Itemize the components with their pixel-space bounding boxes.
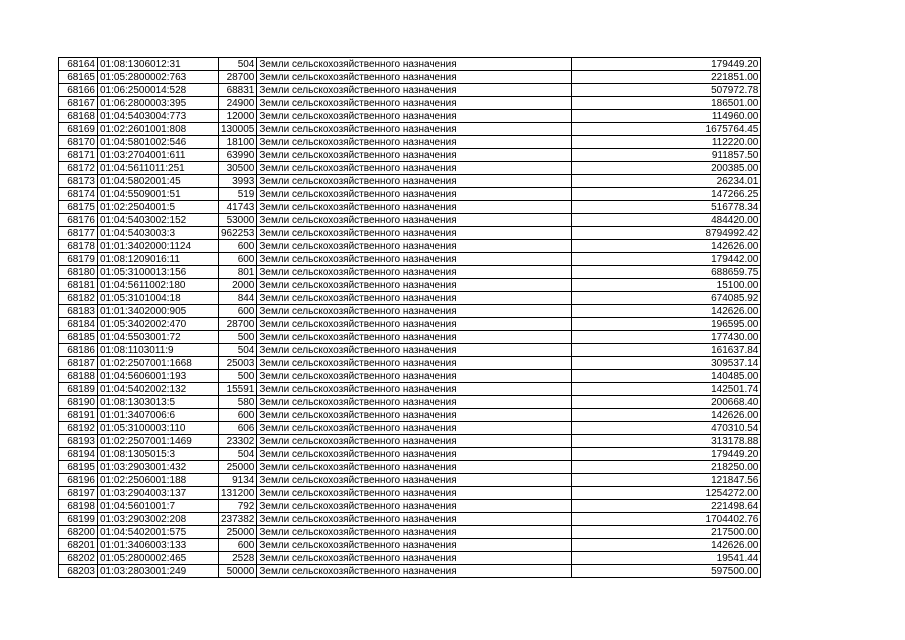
cadastral-value-cell: 179449.20: [572, 448, 761, 461]
land-category-cell: Земли сельскохозяйственного назначения: [257, 435, 572, 448]
area-cell: 9134: [219, 474, 257, 487]
cadastral-value-cell: 597500.00: [572, 565, 761, 578]
table-row: [59, 123, 761, 136]
table-row: [59, 370, 761, 383]
area-cell: 25000: [219, 526, 257, 539]
registry-table-body: [59, 58, 761, 578]
row-number-cell: 68178: [59, 240, 98, 253]
row-number-cell: 68181: [59, 279, 98, 292]
row-number-cell: 68191: [59, 409, 98, 422]
land-category-cell: Земли сельскохозяйственного назначения: [257, 84, 572, 97]
cadastral-value-cell: 147266.25: [572, 188, 761, 201]
cadastral-value-cell: 112220.00: [572, 136, 761, 149]
table-row: [59, 188, 761, 201]
land-registry-table: [58, 57, 761, 578]
land-category-cell: Земли сельскохозяйственного назначения: [257, 487, 572, 500]
cadastral-value-cell: 313178.88: [572, 435, 761, 448]
cadastral-value-cell: 507972.78: [572, 84, 761, 97]
cadastral-value-cell: 470310.54: [572, 422, 761, 435]
row-number-cell: 68166: [59, 84, 98, 97]
row-number-cell: 68192: [59, 422, 98, 435]
row-number-cell: 68198: [59, 500, 98, 513]
table-row: [59, 318, 761, 331]
land-category-cell: Земли сельскохозяйственного назначения: [257, 344, 572, 357]
area-cell: 504: [219, 344, 257, 357]
cadastral-value-cell: 688659.75: [572, 266, 761, 279]
cadastral-value-cell: 186501.00: [572, 97, 761, 110]
cadastral-value-cell: 196595.00: [572, 318, 761, 331]
land-category-cell: Земли сельскохозяйственного назначения: [257, 422, 572, 435]
land-category-cell: Земли сельскохозяйственного назначения: [257, 71, 572, 84]
land-category-cell: Земли сельскохозяйственного назначения: [257, 383, 572, 396]
area-cell: 130005: [219, 123, 257, 136]
area-cell: 600: [219, 253, 257, 266]
land-category-cell: Земли сельскохозяйственного назначения: [257, 474, 572, 487]
area-cell: 606: [219, 422, 257, 435]
cadastral-number-cell: 01:04:5611002:180: [98, 279, 219, 292]
row-number-cell: 68165: [59, 71, 98, 84]
area-cell: 792: [219, 500, 257, 513]
area-cell: 24900: [219, 97, 257, 110]
cadastral-value-cell: 674085.92: [572, 292, 761, 305]
table-row: [59, 500, 761, 513]
table-row: [59, 435, 761, 448]
cadastral-number-cell: 01:02:2506001:188: [98, 474, 219, 487]
cadastral-number-cell: 01:01:3406003:133: [98, 539, 219, 552]
area-cell: 519: [219, 188, 257, 201]
land-category-cell: Земли сельскохозяйственного назначения: [257, 214, 572, 227]
cadastral-value-cell: 179449.20: [572, 58, 761, 71]
table-row: [59, 279, 761, 292]
row-number-cell: 68169: [59, 123, 98, 136]
area-cell: 50000: [219, 565, 257, 578]
cadastral-value-cell: 1704402.76: [572, 513, 761, 526]
area-cell: 500: [219, 331, 257, 344]
area-cell: 12000: [219, 110, 257, 123]
cadastral-number-cell: 01:08:1306012:31: [98, 58, 219, 71]
land-category-cell: Земли сельскохозяйственного назначения: [257, 97, 572, 110]
table-row: [59, 552, 761, 565]
row-number-cell: 68168: [59, 110, 98, 123]
row-number-cell: 68164: [59, 58, 98, 71]
row-number-cell: 68177: [59, 227, 98, 240]
area-cell: 28700: [219, 318, 257, 331]
table-row: [59, 110, 761, 123]
row-number-cell: 68199: [59, 513, 98, 526]
area-cell: 504: [219, 448, 257, 461]
land-category-cell: Земли сельскохозяйственного назначения: [257, 448, 572, 461]
cadastral-number-cell: 01:04:5403004:773: [98, 110, 219, 123]
cadastral-number-cell: 01:08:1305015:3: [98, 448, 219, 461]
area-cell: 23302: [219, 435, 257, 448]
cadastral-value-cell: 142501.74: [572, 383, 761, 396]
cadastral-number-cell: 01:06:2800003:395: [98, 97, 219, 110]
cadastral-number-cell: 01:04:5611011:251: [98, 162, 219, 175]
table-row: [59, 331, 761, 344]
cadastral-value-cell: 114960.00: [572, 110, 761, 123]
row-number-cell: 68186: [59, 344, 98, 357]
land-category-cell: Земли сельскохозяйственного назначения: [257, 279, 572, 292]
row-number-cell: 68175: [59, 201, 98, 214]
cadastral-number-cell: 01:04:5802001:45: [98, 175, 219, 188]
area-cell: 2000: [219, 279, 257, 292]
row-number-cell: 68179: [59, 253, 98, 266]
cadastral-value-cell: 8794992.42: [572, 227, 761, 240]
land-category-cell: Земли сельскохозяйственного назначения: [257, 552, 572, 565]
table-row: [59, 97, 761, 110]
cadastral-number-cell: 01:05:3100013:156: [98, 266, 219, 279]
cadastral-number-cell: 01:04:5402001:575: [98, 526, 219, 539]
land-category-cell: Земли сельскохозяйственного назначения: [257, 461, 572, 474]
table-row: [59, 513, 761, 526]
row-number-cell: 68183: [59, 305, 98, 318]
cadastral-number-cell: 01:01:3402000:1124: [98, 240, 219, 253]
cadastral-number-cell: 01:03:2903002:208: [98, 513, 219, 526]
cadastral-value-cell: 142626.00: [572, 305, 761, 318]
land-category-cell: Земли сельскохозяйственного назначения: [257, 149, 572, 162]
area-cell: 600: [219, 539, 257, 552]
table-row: [59, 266, 761, 279]
table-row: [59, 487, 761, 500]
table-row: [59, 526, 761, 539]
row-number-cell: 68202: [59, 552, 98, 565]
land-category-cell: Земли сельскохозяйственного назначения: [257, 318, 572, 331]
cadastral-number-cell: 01:03:2704001:611: [98, 149, 219, 162]
row-number-cell: 68203: [59, 565, 98, 578]
cadastral-number-cell: 01:05:2800002:763: [98, 71, 219, 84]
cadastral-value-cell: 911857.50: [572, 149, 761, 162]
cadastral-number-cell: 01:03:2903001:432: [98, 461, 219, 474]
cadastral-value-cell: 221851.00: [572, 71, 761, 84]
table-row: [59, 240, 761, 253]
area-cell: 41743: [219, 201, 257, 214]
area-cell: 801: [219, 266, 257, 279]
table-row: [59, 84, 761, 97]
cadastral-number-cell: 01:01:3402000:905: [98, 305, 219, 318]
land-category-cell: Земли сельскохозяйственного назначения: [257, 539, 572, 552]
row-number-cell: 68176: [59, 214, 98, 227]
cadastral-number-cell: 01:04:5509001:51: [98, 188, 219, 201]
cadastral-value-cell: 1254272.00: [572, 487, 761, 500]
row-number-cell: 68172: [59, 162, 98, 175]
cadastral-number-cell: 01:04:5403002:152: [98, 214, 219, 227]
cadastral-value-cell: 221498.64: [572, 500, 761, 513]
row-number-cell: 68185: [59, 331, 98, 344]
cadastral-value-cell: 19541.44: [572, 552, 761, 565]
cadastral-value-cell: 484420.00: [572, 214, 761, 227]
cadastral-value-cell: 1675764.45: [572, 123, 761, 136]
cadastral-number-cell: 01:05:2800002:465: [98, 552, 219, 565]
cadastral-value-cell: 516778.34: [572, 201, 761, 214]
cadastral-value-cell: 179442.00: [572, 253, 761, 266]
area-cell: 28700: [219, 71, 257, 84]
cadastral-number-cell: 01:08:1303013:5: [98, 396, 219, 409]
row-number-cell: 68196: [59, 474, 98, 487]
cadastral-number-cell: 01:03:2904003:137: [98, 487, 219, 500]
row-number-cell: 68182: [59, 292, 98, 305]
land-category-cell: Земли сельскохозяйственного назначения: [257, 370, 572, 383]
cadastral-value-cell: 26234.01: [572, 175, 761, 188]
land-category-cell: Земли сельскохозяйственного назначения: [257, 331, 572, 344]
area-cell: 68831: [219, 84, 257, 97]
area-cell: 500: [219, 370, 257, 383]
land-category-cell: Земли сельскохозяйственного назначения: [257, 357, 572, 370]
area-cell: 237382: [219, 513, 257, 526]
land-category-cell: Земли сельскохозяйственного назначения: [257, 110, 572, 123]
cadastral-number-cell: 01:06:2500014:528: [98, 84, 219, 97]
table-row: [59, 448, 761, 461]
table-row: [59, 292, 761, 305]
row-number-cell: 68201: [59, 539, 98, 552]
table-row: [59, 227, 761, 240]
row-number-cell: 68189: [59, 383, 98, 396]
land-category-cell: Земли сельскохозяйственного назначения: [257, 305, 572, 318]
cadastral-number-cell: 01:02:2601001:808: [98, 123, 219, 136]
area-cell: 504: [219, 58, 257, 71]
table-row: [59, 565, 761, 578]
table-row: [59, 344, 761, 357]
cadastral-value-cell: 200385.00: [572, 162, 761, 175]
row-number-cell: 68174: [59, 188, 98, 201]
area-cell: 15591: [219, 383, 257, 396]
land-category-cell: Земли сельскохозяйственного назначения: [257, 136, 572, 149]
cadastral-number-cell: 01:04:5606001:193: [98, 370, 219, 383]
cadastral-value-cell: 309537.14: [572, 357, 761, 370]
cadastral-value-cell: 140485.00: [572, 370, 761, 383]
area-cell: 600: [219, 240, 257, 253]
table-row: [59, 305, 761, 318]
table-row: [59, 214, 761, 227]
cadastral-number-cell: 01:08:1209016:11: [98, 253, 219, 266]
row-number-cell: 68184: [59, 318, 98, 331]
land-category-cell: Земли сельскохозяйственного назначения: [257, 409, 572, 422]
area-cell: 3993: [219, 175, 257, 188]
cadastral-number-cell: 01:04:5801002:546: [98, 136, 219, 149]
land-category-cell: Земли сельскохозяйственного назначения: [257, 253, 572, 266]
land-category-cell: Земли сельскохозяйственного назначения: [257, 58, 572, 71]
row-number-cell: 68180: [59, 266, 98, 279]
cadastral-number-cell: 01:01:3407006:6: [98, 409, 219, 422]
table-row: [59, 162, 761, 175]
table-row: [59, 201, 761, 214]
land-category-cell: Земли сельскохозяйственного назначения: [257, 162, 572, 175]
row-number-cell: 68197: [59, 487, 98, 500]
cadastral-number-cell: 01:05:3402002:470: [98, 318, 219, 331]
cadastral-value-cell: 15100.00: [572, 279, 761, 292]
area-cell: 25000: [219, 461, 257, 474]
table-row: [59, 71, 761, 84]
row-number-cell: 68188: [59, 370, 98, 383]
area-cell: 600: [219, 409, 257, 422]
row-number-cell: 68194: [59, 448, 98, 461]
cadastral-number-cell: 01:04:5601001:7: [98, 500, 219, 513]
land-category-cell: Земли сельскохозяйственного назначения: [257, 526, 572, 539]
cadastral-value-cell: 218250.00: [572, 461, 761, 474]
land-category-cell: Земли сельскохозяйственного назначения: [257, 175, 572, 188]
cadastral-value-cell: 142626.00: [572, 539, 761, 552]
table-row: [59, 539, 761, 552]
area-cell: 600: [219, 305, 257, 318]
row-number-cell: 68187: [59, 357, 98, 370]
cadastral-value-cell: 142626.00: [572, 240, 761, 253]
table-row: [59, 253, 761, 266]
land-category-cell: Земли сельскохозяйственного назначения: [257, 266, 572, 279]
table-row: [59, 396, 761, 409]
cadastral-number-cell: 01:04:5503001:72: [98, 331, 219, 344]
cadastral-number-cell: 01:08:1103011:9: [98, 344, 219, 357]
area-cell: 18100: [219, 136, 257, 149]
land-category-cell: Земли сельскохозяйственного назначения: [257, 292, 572, 305]
cadastral-value-cell: 161637.84: [572, 344, 761, 357]
cadastral-value-cell: 142626.00: [572, 409, 761, 422]
area-cell: 844: [219, 292, 257, 305]
row-number-cell: 68170: [59, 136, 98, 149]
table-row: [59, 409, 761, 422]
table-row: [59, 461, 761, 474]
area-cell: 30500: [219, 162, 257, 175]
land-category-cell: Земли сельскохозяйственного назначения: [257, 123, 572, 136]
area-cell: 63990: [219, 149, 257, 162]
cadastral-number-cell: 01:05:3100003:110: [98, 422, 219, 435]
row-number-cell: 68193: [59, 435, 98, 448]
row-number-cell: 68167: [59, 97, 98, 110]
cadastral-number-cell: 01:04:5402002:132: [98, 383, 219, 396]
row-number-cell: 68200: [59, 526, 98, 539]
cadastral-number-cell: 01:05:3101004:18: [98, 292, 219, 305]
table-row: [59, 149, 761, 162]
area-cell: 53000: [219, 214, 257, 227]
cadastral-number-cell: 01:03:2803001:249: [98, 565, 219, 578]
land-category-cell: Земли сельскохозяйственного назначения: [257, 565, 572, 578]
cadastral-number-cell: 01:02:2507001:1668: [98, 357, 219, 370]
land-category-cell: Земли сельскохозяйственного назначения: [257, 227, 572, 240]
table-row: [59, 383, 761, 396]
land-category-cell: Земли сельскохозяйственного назначения: [257, 513, 572, 526]
cadastral-value-cell: 200668.40: [572, 396, 761, 409]
table-row: [59, 136, 761, 149]
area-cell: 962253: [219, 227, 257, 240]
table-row: [59, 175, 761, 188]
area-cell: 580: [219, 396, 257, 409]
table-row: [59, 357, 761, 370]
cadastral-number-cell: 01:04:5403003:3: [98, 227, 219, 240]
cadastral-number-cell: 01:02:2504001:5: [98, 201, 219, 214]
row-number-cell: 68171: [59, 149, 98, 162]
table-row: [59, 474, 761, 487]
row-number-cell: 68195: [59, 461, 98, 474]
table-row: [59, 58, 761, 71]
cadastral-value-cell: 121847.56: [572, 474, 761, 487]
land-category-cell: Земли сельскохозяйственного назначения: [257, 188, 572, 201]
cadastral-value-cell: 217500.00: [572, 526, 761, 539]
land-category-cell: Земли сельскохозяйственного назначения: [257, 201, 572, 214]
cadastral-value-cell: 177430.00: [572, 331, 761, 344]
row-number-cell: 68173: [59, 175, 98, 188]
area-cell: 25003: [219, 357, 257, 370]
cadastral-number-cell: 01:02:2507001:1469: [98, 435, 219, 448]
row-number-cell: 68190: [59, 396, 98, 409]
table-row: [59, 422, 761, 435]
land-category-cell: Земли сельскохозяйственного назначения: [257, 396, 572, 409]
land-category-cell: Земли сельскохозяйственного назначения: [257, 240, 572, 253]
area-cell: 131200: [219, 487, 257, 500]
land-category-cell: Земли сельскохозяйственного назначения: [257, 500, 572, 513]
area-cell: 2528: [219, 552, 257, 565]
